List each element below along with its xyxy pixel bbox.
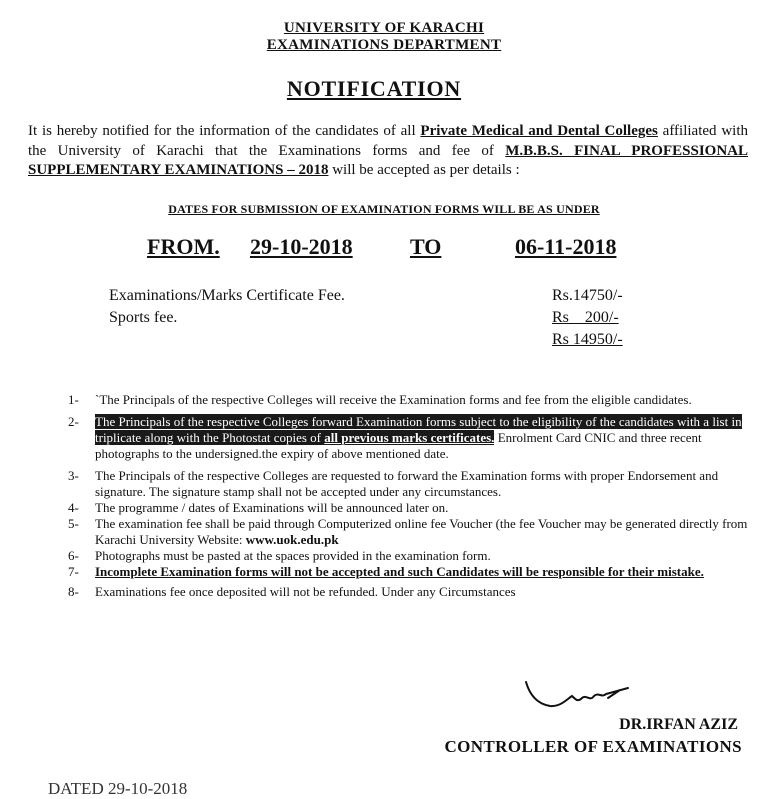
list-item [68, 468, 748, 500]
item-number: 7- [68, 564, 79, 579]
signature-mark [520, 676, 640, 716]
item-number: 4- [68, 500, 79, 515]
item-number: 5- [68, 516, 79, 531]
list-item [68, 500, 748, 516]
list-item [68, 584, 748, 600]
instructions-list [68, 392, 748, 600]
colleges-text: Private Medical and Dental Colleges [420, 123, 658, 139]
to-label: TO [410, 234, 442, 259]
item-text: Examinations fee once deposited will not be refunded. Under any Circumstances [95, 584, 516, 599]
signatory-name: DR.IRFAN AZIZ [619, 716, 738, 733]
highlighted-text: The Principals of the respective Colleges forward Examination forms subject to the eligibility of the candidates with a list in triplicate along with the Photostat copies of [95, 414, 742, 445]
sports-fee-label: Sports fee. [109, 309, 178, 326]
dates-heading: DATES FOR SUBMISSION OF EXAMINATION FORMS WILL BE AS UNDER [168, 202, 600, 216]
total-fee-value: Rs 14950/- [552, 331, 623, 348]
exam-fee-label: Examinations/Marks Certificate Fee. [109, 287, 345, 304]
item-text: The Principals of the respective Colleges are requested to forward the Examination forms with proper Endorsement and signature. The signature stamp shall not be accepted under any circumstances. [95, 468, 719, 499]
list-item [68, 414, 748, 462]
item-text: The programme / dates of Examinations will be announced later on. [95, 500, 449, 515]
item-number: 1- [68, 392, 79, 407]
sports-fee-value: Rs 200/- [552, 309, 619, 326]
university-heading: UNIVERSITY OF KARACHI [283, 20, 485, 36]
item-text [95, 516, 748, 548]
website-link: www.uok.edu.pk [245, 532, 339, 547]
from-label: FROM. [147, 234, 220, 259]
notification-title: NOTIFICATION [286, 76, 462, 101]
intro-text-2: affiliated with the University of Karachi that the Examinations forms and fee of [28, 123, 748, 159]
to-date: 06-11-2018 [515, 234, 617, 259]
exam-fee-value: Rs.14750/- [552, 287, 623, 304]
item-text: Photographs must be pasted at the spaces provided in the examination form. [95, 548, 491, 563]
from-date: 29-10-2018 [250, 234, 353, 259]
intro-paragraph [28, 122, 748, 181]
item-number: 3- [68, 468, 79, 483]
list-item [68, 392, 748, 408]
intro-text-1: It is hereby notified for the information of the candidates of all [28, 123, 421, 139]
highlighted-bold-text: all previous marks certificates. [324, 430, 495, 445]
item-text: `The Principals of the respective Colleges will receive the Examination forms and fee from the eligible candidates. [95, 392, 692, 407]
list-item [68, 548, 748, 564]
item-text [95, 414, 748, 462]
department-heading: EXAMINATIONS DEPARTMENT [266, 37, 502, 53]
item-text-main: The examination fee shall be paid through Computerized online fee Voucher (the fee Voucher may be generated directly from Karachi University Website: [95, 516, 748, 547]
exam-name: M.B.B.S. FINAL PROFESSIONAL SUPPLEMENTARY EXAMINATIONS – 2018 [28, 142, 748, 178]
item-text-rest: Enrolment Card CNIC and three recent photographs to the undersigned.the expiry of above mentioned date. [95, 430, 702, 461]
item-number: 8- [68, 584, 79, 599]
list-item [68, 564, 748, 580]
signatory-title: CONTROLLER OF EXAMINATIONS [444, 737, 742, 756]
item-number: 2- [68, 414, 79, 429]
list-item [68, 516, 748, 548]
dated-line: DATED 29-10-2018 [48, 779, 188, 798]
item-text: Incomplete Examination forms will not be accepted and such Candidates will be responsible for their mistake. [95, 564, 704, 579]
intro-text-3: will be accepted as per details : [328, 162, 520, 178]
item-number: 6- [68, 548, 79, 563]
